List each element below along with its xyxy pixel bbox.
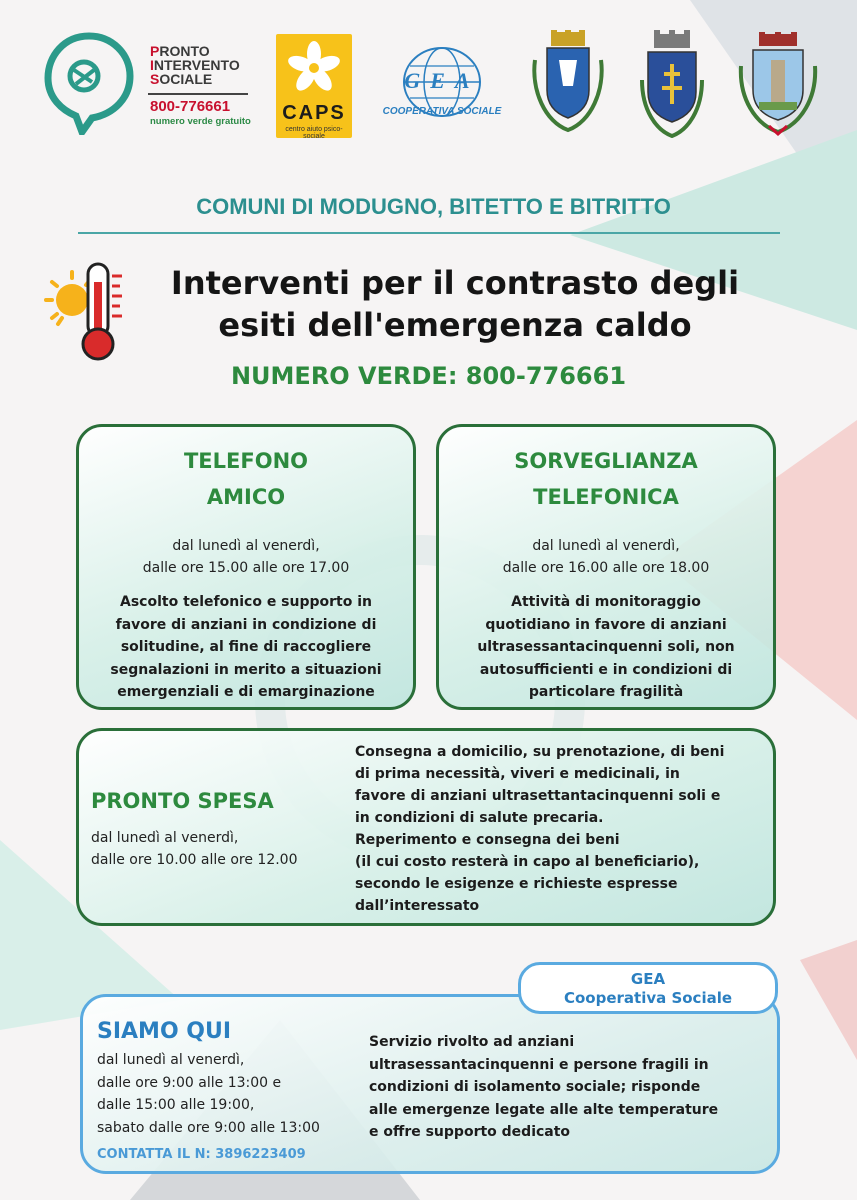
hours-line: dal lunedì al venerdì, [91, 830, 239, 846]
card-hours [79, 535, 413, 579]
desc-line: di prima necessità, viveri e medicinali, in [355, 766, 680, 782]
desc-line: favore di anziani ultrasettantacinquenni soli e [355, 788, 721, 804]
pis-word: RONTO [159, 43, 210, 59]
logo-gea [380, 42, 504, 132]
card-title-line: AMICO [206, 485, 286, 509]
card-sorveglianza-telefonica [436, 424, 776, 710]
page-title-line: Interventi per il contrasto degli [170, 264, 740, 302]
desc-line: condizioni di isolamento sociale; risponde [369, 1079, 701, 1095]
desc-line: (il cui costo resterà in capo al beneficiario), [355, 854, 700, 870]
card-hours [439, 535, 773, 579]
card-telefono-amico [76, 424, 416, 710]
pis-word: OCIALE [159, 71, 213, 87]
desc-line: alle emergenze legate alle alte temperature [369, 1101, 719, 1118]
card-title-line: SORVEGLIANZA [514, 449, 698, 473]
contact-number: CONTATTA IL N: 3896223409 [97, 1147, 306, 1162]
coat-of-arms-bitritto-icon [733, 32, 823, 138]
toll-free-number: NUMERO VERDE: 800-776661 [230, 362, 627, 390]
card-description [79, 591, 413, 704]
card-title [439, 443, 773, 515]
desc-line: Servizio rivolto ad anziani [369, 1034, 575, 1050]
desc-line: emergenziali e di emarginazione [117, 684, 375, 700]
pis-swirl-icon [44, 30, 134, 135]
divider [78, 232, 780, 234]
desc-line: Consegna a domicilio, su prenotazione, di beni [355, 744, 725, 760]
logo-pronto-intervento-sociale [44, 30, 254, 140]
hours-line: dalle ore 16.00 alle ore 18.00 [502, 560, 710, 576]
desc-line: Ascolto telefonico e supporto in [120, 594, 372, 610]
desc-line: secondo le esigenze e richieste espresse [355, 876, 678, 892]
desc-line: favore di anziani in condizione di [115, 616, 377, 633]
card-pronto-spesa [76, 728, 776, 926]
pis-word: NTERVENTO [153, 57, 240, 73]
hours-line: dalle 15:00 alle 19:00, [97, 1097, 255, 1113]
caps-subtitle: centro aiuto psico-sociale [285, 126, 343, 140]
comuni-heading: COMUNI DI MODUGNO, BITETTO E BITRITTO [196, 194, 671, 219]
card-title: SIAMO QUI [97, 1019, 232, 1044]
card-description [369, 1031, 773, 1144]
gea-tag-line: GEA [630, 970, 666, 988]
gea-subtitle: COOPERATIVA SOCIALE [382, 106, 502, 117]
desc-line: ultrasessantacinquenni soli, non [477, 639, 735, 655]
card-hours [97, 1049, 320, 1139]
desc-line: Attività di monitoraggio [511, 594, 701, 610]
desc-line: Reperimento e consegna dei beni [355, 832, 620, 848]
desc-line: ultrasessantacinquenni e persone fragili in [369, 1056, 709, 1073]
pis-phone: 800-776661 [150, 98, 231, 115]
card-hours [91, 827, 298, 871]
logo-caps [276, 34, 352, 138]
pis-letter: P [150, 43, 160, 59]
hours-line: dalle ore 15.00 alle ore 17.00 [142, 560, 350, 576]
pis-subtitle: numero verde gratuito [150, 116, 251, 127]
caps-title: CAPS [282, 102, 346, 124]
gea-tag [518, 962, 778, 1014]
desc-line: quotidiano in favore di anziani [485, 616, 727, 633]
hours-line: dal lunedì al venerdì, [172, 538, 320, 554]
desc-line: e offre supporto dedicato [369, 1124, 571, 1140]
hours-line: sabato dalle ore 9:00 alle 13:00 [97, 1119, 320, 1136]
hours-line: dal lunedì al venerdì, [97, 1052, 245, 1068]
card-description [355, 741, 773, 917]
hours-line: dalle ore 9:00 alle 13:00 e [97, 1074, 282, 1091]
hours-line: dalle ore 10.00 alle ore 12.00 [91, 852, 298, 868]
desc-line: autosufficienti e in condizioni di [479, 661, 733, 678]
flower-icon [276, 38, 352, 102]
gea-title: GEA [404, 68, 480, 93]
pis-letter: I [150, 57, 154, 73]
desc-line: particolare fragilità [528, 684, 684, 700]
desc-line: segnalazioni in merito a situazioni [110, 661, 382, 678]
page-title-line: esiti dell'emergenza caldo [218, 306, 692, 344]
desc-line: solitudine, al fine di raccogliere [120, 639, 372, 655]
coat-of-arms-bitetto-icon [636, 30, 708, 138]
page-title [130, 262, 780, 346]
thermometer-sun-icon [44, 258, 134, 366]
coat-of-arms-modugno-icon [525, 30, 611, 135]
hours-line: dal lunedì al venerdì, [532, 538, 680, 554]
card-title-line: TELEFONO [183, 449, 309, 473]
gea-tag-line: Cooperativa Sociale [563, 989, 733, 1007]
card-title [79, 443, 413, 515]
desc-line: in condizioni di salute precaria. [355, 810, 604, 826]
card-siamo-qui [80, 994, 780, 1174]
card-title: PRONTO SPESA [91, 789, 274, 813]
pis-letter: S [150, 71, 160, 87]
card-description [439, 591, 773, 704]
card-title-line: TELEFONICA [533, 485, 679, 509]
desc-line: dall’interessato [355, 898, 480, 914]
